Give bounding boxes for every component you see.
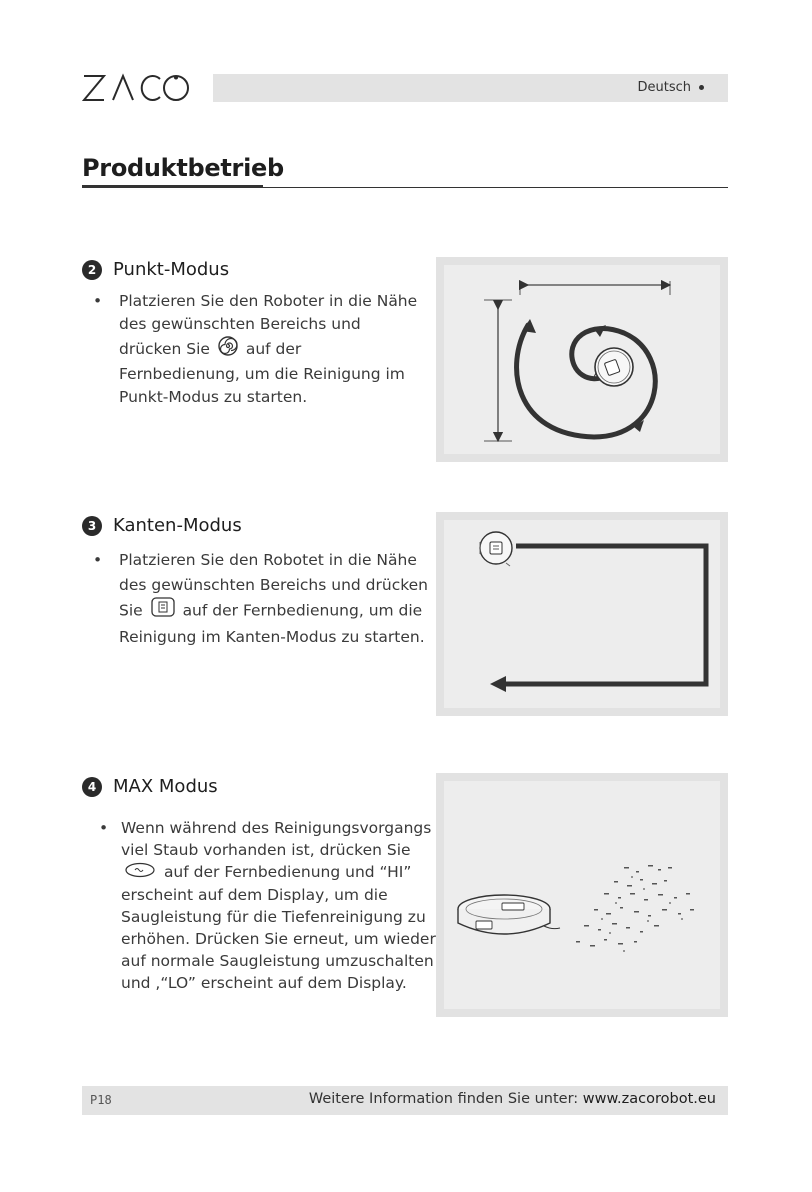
page-title: Produktbetrieb (82, 154, 284, 182)
bullet-dot-icon (699, 85, 704, 90)
instruction-paragraph: Platzieren Sie den Roboter in die Nähe des gewünschten Bereichs und drücken Sie auf der Fernbedienung, um die Reinigung im Punkt-Modus zu starten. (119, 292, 418, 406)
section-number-badge: 3 (82, 516, 102, 536)
spiral-icon (218, 336, 238, 363)
page-number: P18 (90, 1093, 112, 1107)
footer-info-text: Weitere Information finden Sie unter: (308, 1091, 579, 1107)
section-number-badge: 4 (82, 777, 102, 797)
dust-particles (576, 865, 694, 952)
section-heading (82, 259, 229, 280)
bullet-icon: • (99, 819, 109, 837)
footer-info (309, 1091, 716, 1107)
max-mode-diagram (444, 781, 720, 1009)
instruction-paragraph: Platzieren Sie den Robotet in die Nähe des gewünschten Bereichs und drücken Sie auf der Fernbedienung, um die Reinigung im Kanten-Modus zu starten. (119, 551, 429, 646)
section-spot-mode-text (90, 290, 426, 409)
zaco-logo (82, 68, 192, 108)
website-link[interactable]: www.zacorobot.eu (582, 1091, 716, 1107)
section-max-mode-text (96, 817, 436, 994)
section-heading (82, 515, 242, 536)
section-edge-mode-text (90, 548, 430, 649)
bullet-icon: • (93, 292, 103, 310)
section-max-mode (82, 776, 218, 797)
edge-mode-illustration (436, 512, 728, 716)
title-underline (82, 185, 263, 188)
section-edge-mode (82, 515, 242, 536)
section-number-badge: 2 (82, 260, 102, 280)
section-title: Kanten-Modus (113, 515, 242, 536)
header-bar (213, 74, 728, 102)
footer-bar (82, 1086, 728, 1115)
spot-mode-diagram (444, 265, 720, 454)
language-label: Deutsch (637, 80, 691, 95)
zaco-logo-mark (82, 68, 192, 108)
bullet-icon: • (93, 551, 103, 569)
edge-mode-icon (151, 597, 175, 625)
section-title: Punkt-Modus (113, 259, 230, 280)
section-heading (82, 776, 218, 797)
edge-mode-diagram (444, 520, 720, 708)
section-spot-mode (82, 259, 229, 280)
section-title: MAX Modus (113, 776, 218, 797)
instruction-paragraph: Wenn während des Reinigungsvorgangs viel Staub vorhanden ist, drücken Sie auf der Fernbedienung und “HI” erscheint auf dem Display, um die Saugleistung für die Tiefenreinigung zu erhöhen. Drücken Sie erneut, um wieder auf normale Saugleistung umzuschalten und ,“LO” erscheint auf dem Display. (121, 819, 436, 992)
language-indicator (637, 80, 704, 95)
max-mode-illustration (436, 773, 728, 1017)
max-suction-icon (124, 862, 156, 884)
spot-mode-illustration (436, 257, 728, 462)
